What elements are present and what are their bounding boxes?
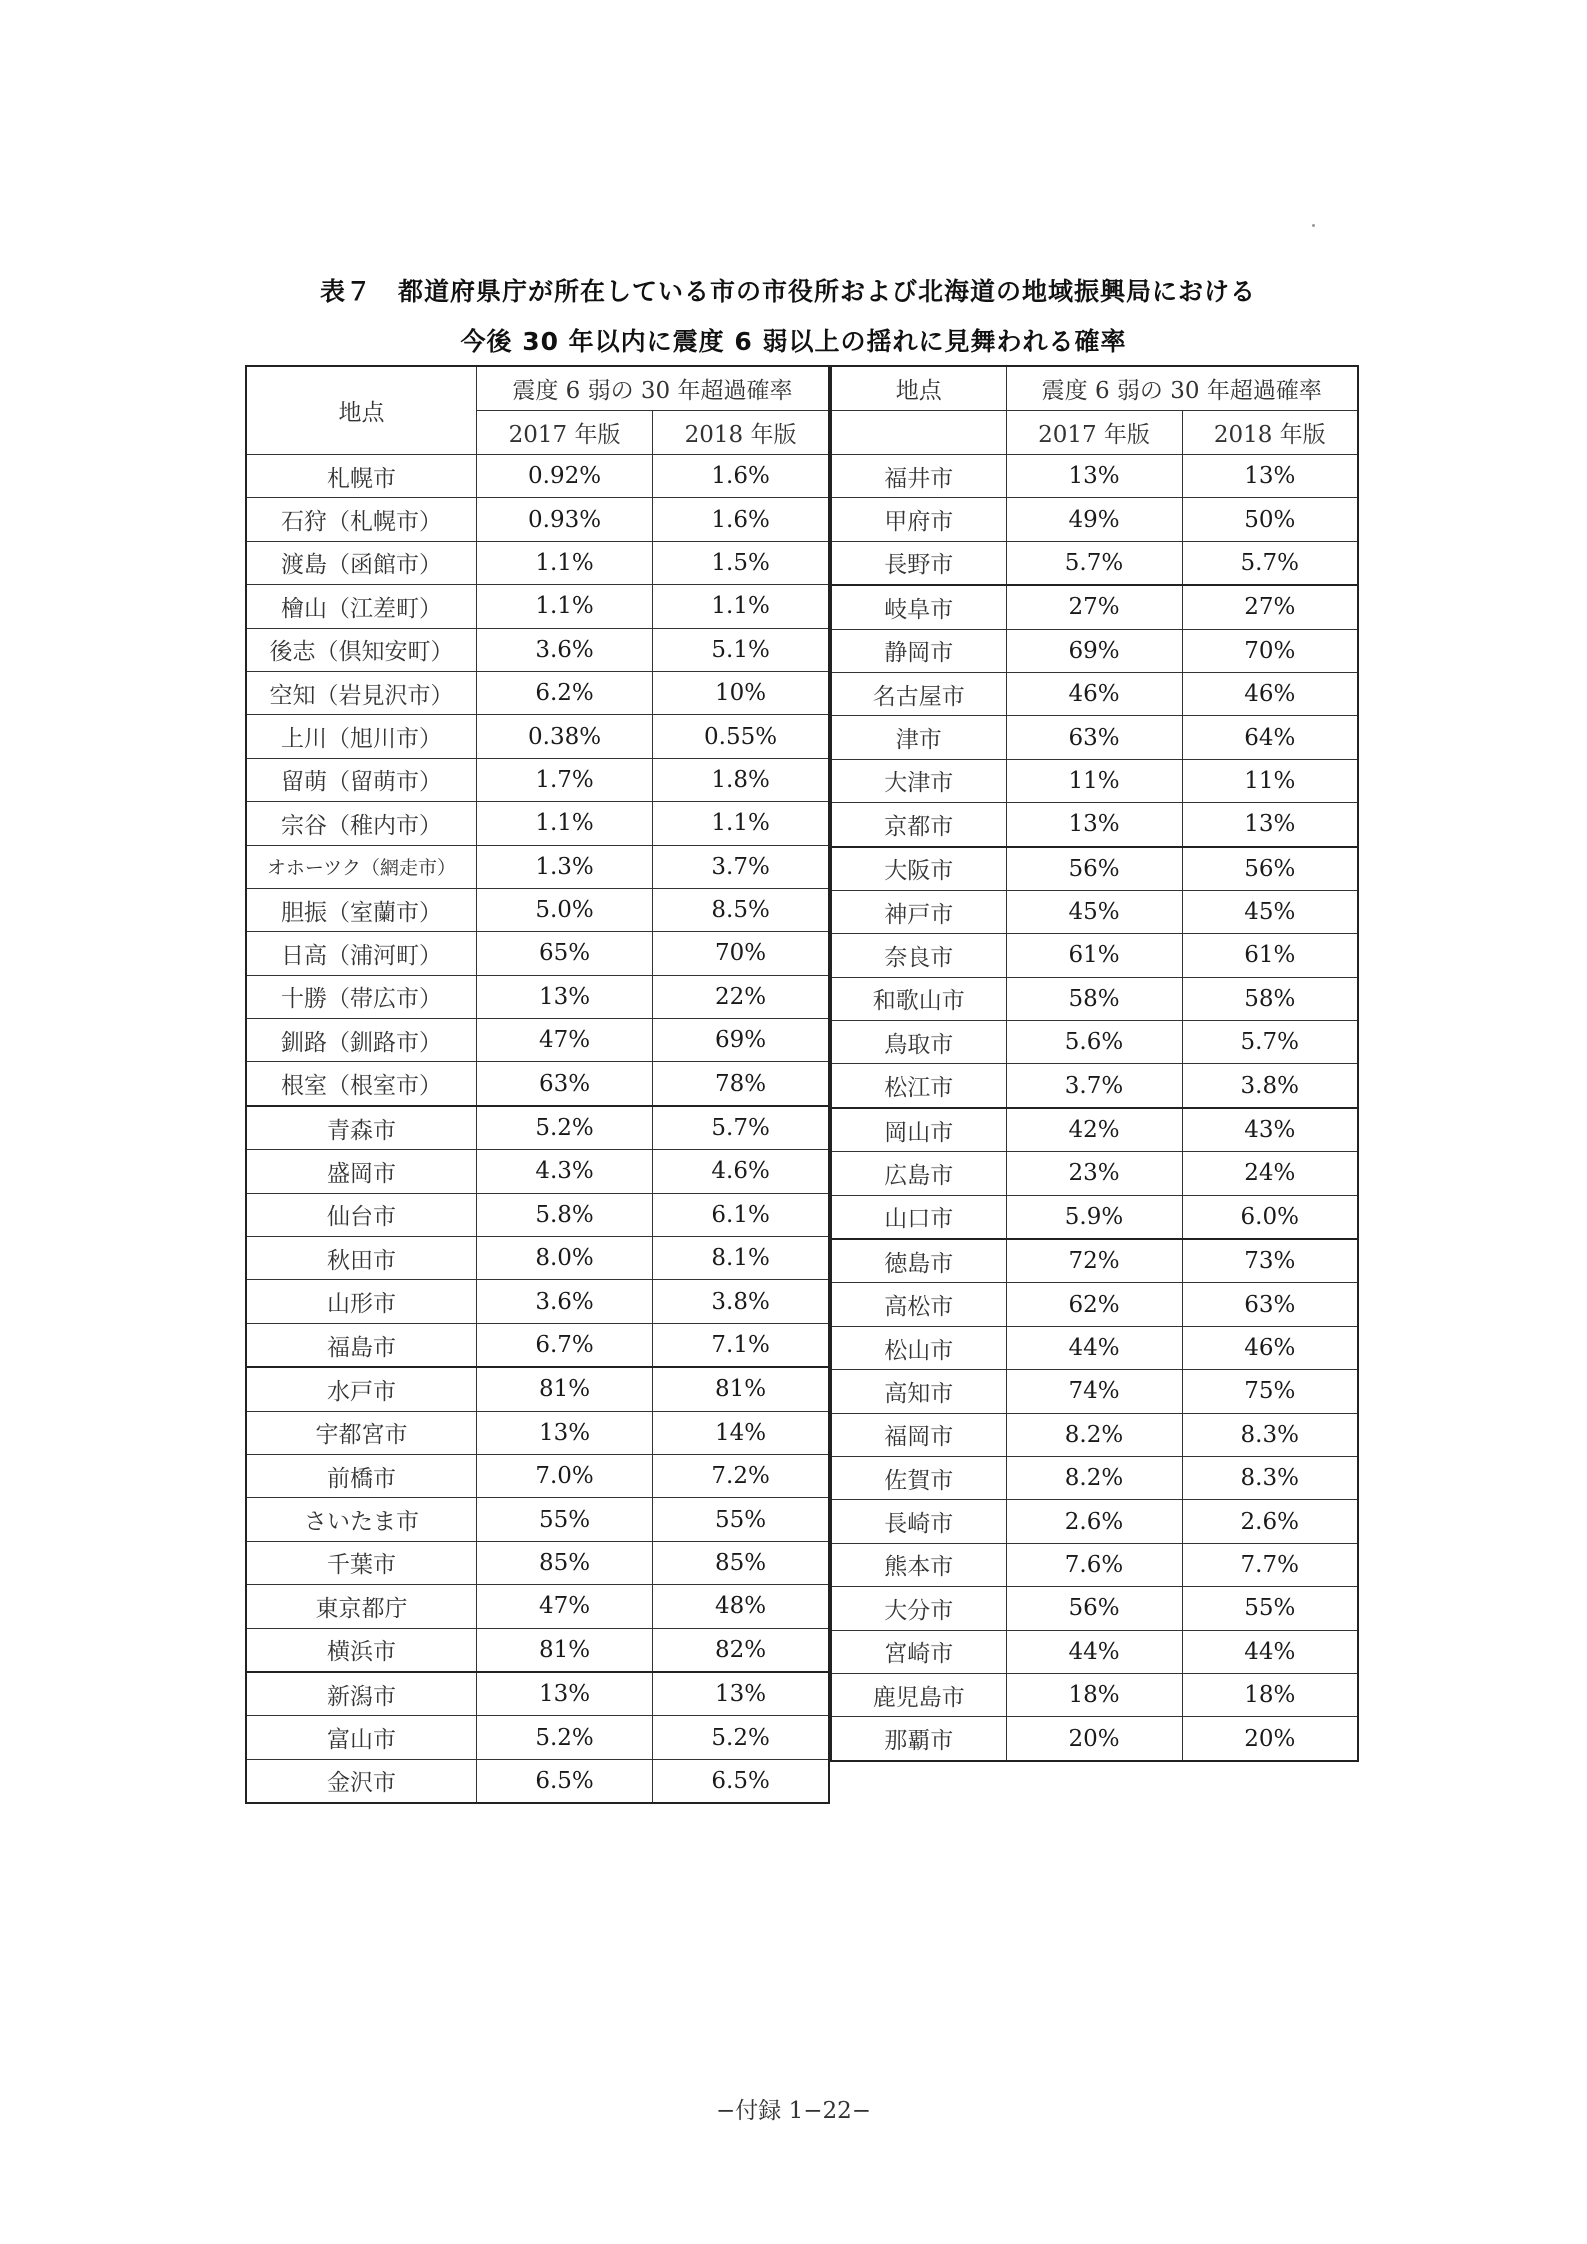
value-2018-cell: 63% (1182, 1283, 1358, 1326)
value-2017-cell: 47% (476, 1019, 652, 1062)
table-row (831, 498, 1358, 541)
table-row (246, 975, 829, 1018)
value-2018-cell: 56% (1182, 847, 1358, 891)
location-cell: 渡島（函館市） (246, 541, 476, 584)
value-2018-cell: 70% (1182, 629, 1358, 672)
location-cell: 京都市 (831, 803, 1006, 847)
value-2018-cell: 43% (1182, 1108, 1358, 1152)
value-2017-cell: 3.7% (1006, 1064, 1182, 1108)
location-cell: 上川（旭川市） (246, 715, 476, 758)
value-2018-cell: 46% (1182, 1326, 1358, 1369)
location-cell: 山口市 (831, 1195, 1006, 1239)
value-2017-cell: 62% (1006, 1283, 1182, 1326)
location-cell: さいたま市 (246, 1498, 476, 1541)
table-row (246, 1498, 829, 1541)
scan-speck (1312, 224, 1315, 227)
location-cell: 十勝（帯広市） (246, 975, 476, 1018)
location-cell: 留萌（留萌市） (246, 758, 476, 801)
location-cell: 青森市 (246, 1106, 476, 1150)
value-2017-cell: 0.38% (476, 715, 652, 758)
value-2018-cell: 50% (1182, 498, 1358, 541)
value-2017-cell: 55% (476, 1498, 652, 1541)
location-cell: 釧路（釧路市） (246, 1019, 476, 1062)
value-2018-cell: 4.6% (653, 1150, 829, 1193)
left-table-body (246, 455, 829, 1804)
table-row (831, 1108, 1358, 1152)
location-cell: 広島市 (831, 1152, 1006, 1195)
value-2018-cell: 8.3% (1182, 1456, 1358, 1499)
value-2017-cell: 5.2% (476, 1106, 652, 1150)
value-2017-cell: 44% (1006, 1630, 1182, 1673)
location-cell: 神戸市 (831, 890, 1006, 933)
value-2018-cell: 8.5% (653, 888, 829, 931)
value-2018-cell: 5.1% (653, 628, 829, 671)
value-2017-cell: 1.1% (476, 802, 652, 845)
location-cell: 奈良市 (831, 934, 1006, 977)
year-2017-header: 2017 年版 (1006, 411, 1182, 455)
table-row (246, 1628, 829, 1672)
probability-table-right (830, 365, 1359, 1762)
value-2017-cell: 74% (1006, 1370, 1182, 1413)
value-2018-cell: 27% (1182, 585, 1358, 629)
value-2018-cell: 5.7% (653, 1106, 829, 1150)
location-cell: 甲府市 (831, 498, 1006, 541)
value-2017-cell: 3.6% (476, 1280, 652, 1323)
value-2018-cell: 0.55% (653, 715, 829, 758)
value-2018-cell: 45% (1182, 890, 1358, 933)
value-2017-cell: 46% (1006, 672, 1182, 715)
location-cell: 横浜市 (246, 1628, 476, 1672)
location-cell: 空知（岩見沢市） (246, 671, 476, 714)
table-row (831, 1239, 1358, 1283)
location-cell: 岐阜市 (831, 585, 1006, 629)
location-cell: 宗谷（稚内市） (246, 802, 476, 845)
value-2017-cell: 44% (1006, 1326, 1182, 1369)
value-2017-cell: 13% (476, 975, 652, 1018)
probability-group-header: 震度 6 弱の 30 年超過確率 (1006, 366, 1358, 411)
value-2017-cell: 0.92% (476, 455, 652, 498)
value-2018-cell: 18% (1182, 1673, 1358, 1716)
value-2017-cell: 58% (1006, 977, 1182, 1020)
table-row (246, 671, 829, 714)
value-2018-cell: 2.6% (1182, 1500, 1358, 1543)
location-cell: 佐賀市 (831, 1456, 1006, 1499)
table-row (831, 1500, 1358, 1543)
value-2017-cell: 27% (1006, 585, 1182, 629)
value-2017-cell: 7.6% (1006, 1543, 1182, 1586)
value-2017-cell: 13% (1006, 455, 1182, 498)
table-row (831, 1021, 1358, 1064)
location-cell: 福井市 (831, 455, 1006, 498)
value-2018-cell: 13% (1182, 455, 1358, 498)
value-2018-cell: 55% (1182, 1587, 1358, 1630)
location-cell: 日高（浦河町） (246, 932, 476, 975)
value-2018-cell: 6.5% (653, 1759, 829, 1803)
value-2017-cell: 6.5% (476, 1759, 652, 1803)
location-cell: 水戸市 (246, 1367, 476, 1411)
value-2018-cell: 24% (1182, 1152, 1358, 1195)
value-2017-cell: 63% (1006, 716, 1182, 759)
table-row (831, 1543, 1358, 1586)
table-row (246, 1716, 829, 1759)
value-2018-cell: 5.7% (1182, 1021, 1358, 1064)
value-2018-cell: 6.0% (1182, 1195, 1358, 1239)
table-row (831, 934, 1358, 977)
value-2017-cell: 6.2% (476, 671, 652, 714)
right-table-body (831, 455, 1358, 1761)
location-cell: 檜山（江差町） (246, 585, 476, 628)
value-2018-cell: 1.5% (653, 541, 829, 584)
value-2018-cell: 3.7% (653, 845, 829, 888)
value-2018-cell: 44% (1182, 1630, 1358, 1673)
page-number-footer: −付録 1−22− (715, 2098, 872, 2124)
value-2017-cell: 5.6% (1006, 1021, 1182, 1064)
location-cell: 高知市 (831, 1370, 1006, 1413)
value-2017-cell: 4.3% (476, 1150, 652, 1193)
table-row (831, 1630, 1358, 1673)
location-cell: 熊本市 (831, 1543, 1006, 1586)
table-row (246, 1237, 829, 1280)
value-2017-cell: 13% (476, 1411, 652, 1454)
value-2017-cell: 6.7% (476, 1323, 652, 1367)
location-header-blank (831, 411, 1006, 455)
table-row (246, 1541, 829, 1584)
value-2017-cell: 8.0% (476, 1237, 652, 1280)
table-row (246, 1150, 829, 1193)
table-title-line-1: 表７ 都道府県庁が所在している市の市役所および北海道の地域振興局における (320, 277, 1257, 306)
value-2017-cell: 1.7% (476, 758, 652, 801)
value-2017-cell: 56% (1006, 847, 1182, 891)
location-cell: 岡山市 (831, 1108, 1006, 1152)
value-2017-cell: 61% (1006, 934, 1182, 977)
table-row (831, 541, 1358, 585)
table-row (831, 1413, 1358, 1456)
value-2018-cell: 22% (653, 975, 829, 1018)
location-cell: 宮崎市 (831, 1630, 1006, 1673)
value-2017-cell: 65% (476, 932, 652, 975)
value-2017-cell: 5.7% (1006, 541, 1182, 585)
table-row (246, 628, 829, 671)
value-2018-cell: 6.1% (653, 1193, 829, 1236)
location-cell: 大分市 (831, 1587, 1006, 1630)
table-row (831, 1326, 1358, 1369)
table-row (831, 585, 1358, 629)
value-2017-cell: 69% (1006, 629, 1182, 672)
value-2017-cell: 56% (1006, 1587, 1182, 1630)
table-row (246, 1759, 829, 1803)
value-2018-cell: 14% (653, 1411, 829, 1454)
value-2018-cell: 58% (1182, 977, 1358, 1020)
value-2018-cell: 5.7% (1182, 541, 1358, 585)
location-cell: 那覇市 (831, 1717, 1006, 1761)
table-row (246, 1672, 829, 1716)
value-2017-cell: 3.6% (476, 628, 652, 671)
location-cell: 徳島市 (831, 1239, 1006, 1283)
table-row (246, 1585, 829, 1628)
value-2018-cell: 7.1% (653, 1323, 829, 1367)
value-2018-cell: 11% (1182, 759, 1358, 802)
value-2018-cell: 13% (1182, 803, 1358, 847)
value-2018-cell: 55% (653, 1498, 829, 1541)
value-2017-cell: 7.0% (476, 1454, 652, 1497)
year-2017-header: 2017 年版 (476, 411, 652, 455)
value-2018-cell: 81% (653, 1367, 829, 1411)
value-2017-cell: 5.2% (476, 1716, 652, 1759)
table-title-line-2: 今後 30 年以内に震度 6 弱以上の揺れに見舞われる確率 (460, 327, 1127, 356)
value-2018-cell: 85% (653, 1541, 829, 1584)
value-2017-cell: 5.0% (476, 888, 652, 931)
value-2018-cell: 3.8% (1182, 1064, 1358, 1108)
value-2017-cell: 47% (476, 1585, 652, 1628)
location-cell: 鳥取市 (831, 1021, 1006, 1064)
table-row (246, 715, 829, 758)
value-2018-cell: 8.1% (653, 1237, 829, 1280)
location-header: 地点 (831, 366, 1006, 411)
table-row (246, 1280, 829, 1323)
value-2017-cell: 1.3% (476, 845, 652, 888)
table-row (246, 541, 829, 584)
location-cell: 高松市 (831, 1283, 1006, 1326)
location-cell: 秋田市 (246, 1237, 476, 1280)
location-cell: 宇都宮市 (246, 1411, 476, 1454)
location-cell: 福島市 (246, 1323, 476, 1367)
location-cell: 胆振（室蘭市） (246, 888, 476, 931)
location-cell: 福岡市 (831, 1413, 1006, 1456)
value-2017-cell: 1.1% (476, 541, 652, 584)
location-cell: 静岡市 (831, 629, 1006, 672)
location-cell: 和歌山市 (831, 977, 1006, 1020)
value-2017-cell: 49% (1006, 498, 1182, 541)
table-row (831, 1673, 1358, 1716)
location-header: 地点 (246, 366, 476, 455)
table-row (831, 1283, 1358, 1326)
table-row (246, 888, 829, 931)
value-2018-cell: 1.6% (653, 498, 829, 541)
table-row (831, 1456, 1358, 1499)
probability-table-left (245, 365, 830, 1804)
location-cell: 鹿児島市 (831, 1673, 1006, 1716)
value-2018-cell: 1.1% (653, 802, 829, 845)
location-cell: 札幌市 (246, 455, 476, 498)
value-2017-cell: 85% (476, 1541, 652, 1584)
value-2018-cell: 10% (653, 671, 829, 714)
table-row (831, 890, 1358, 933)
location-cell: 山形市 (246, 1280, 476, 1323)
value-2018-cell: 3.8% (653, 1280, 829, 1323)
table-row (831, 629, 1358, 672)
value-2017-cell: 23% (1006, 1152, 1182, 1195)
location-cell: 津市 (831, 716, 1006, 759)
location-cell: 千葉市 (246, 1541, 476, 1584)
value-2017-cell: 13% (476, 1672, 652, 1716)
table-row (246, 1367, 829, 1411)
value-2017-cell: 13% (1006, 803, 1182, 847)
location-cell: 仙台市 (246, 1193, 476, 1236)
value-2017-cell: 5.9% (1006, 1195, 1182, 1239)
probability-group-header: 震度 6 弱の 30 年超過確率 (476, 366, 829, 411)
table-row (246, 1106, 829, 1150)
location-cell: 富山市 (246, 1716, 476, 1759)
value-2017-cell: 42% (1006, 1108, 1182, 1152)
value-2017-cell: 2.6% (1006, 1500, 1182, 1543)
location-cell: 大阪市 (831, 847, 1006, 891)
value-2018-cell: 69% (653, 1019, 829, 1062)
value-2018-cell: 5.2% (653, 1716, 829, 1759)
table-row (246, 845, 829, 888)
table-row (831, 1370, 1358, 1413)
table-row (246, 1411, 829, 1454)
table-row (246, 1323, 829, 1367)
value-2018-cell: 70% (653, 932, 829, 975)
value-2018-cell: 78% (653, 1062, 829, 1106)
table-row (831, 1064, 1358, 1108)
year-2018-header: 2018 年版 (1182, 411, 1358, 455)
value-2017-cell: 8.2% (1006, 1456, 1182, 1499)
location-cell: 金沢市 (246, 1759, 476, 1803)
value-2017-cell: 20% (1006, 1717, 1182, 1761)
value-2018-cell: 82% (653, 1628, 829, 1672)
value-2018-cell: 7.2% (653, 1454, 829, 1497)
table-row (831, 759, 1358, 802)
value-2017-cell: 1.1% (476, 585, 652, 628)
location-cell: 根室（根室市） (246, 1062, 476, 1106)
location-cell: 長野市 (831, 541, 1006, 585)
table-row (246, 1193, 829, 1236)
value-2018-cell: 20% (1182, 1717, 1358, 1761)
location-cell: 松江市 (831, 1064, 1006, 1108)
table-row (831, 803, 1358, 847)
year-2018-header: 2018 年版 (653, 411, 829, 455)
value-2017-cell: 63% (476, 1062, 652, 1106)
value-2018-cell: 1.8% (653, 758, 829, 801)
table-row (246, 455, 829, 498)
value-2018-cell: 73% (1182, 1239, 1358, 1283)
value-2018-cell: 75% (1182, 1370, 1358, 1413)
value-2017-cell: 81% (476, 1628, 652, 1672)
location-cell: 大津市 (831, 759, 1006, 802)
table-row (831, 847, 1358, 891)
table-row (246, 932, 829, 975)
value-2018-cell: 1.1% (653, 585, 829, 628)
location-cell: 盛岡市 (246, 1150, 476, 1193)
table-row (246, 1019, 829, 1062)
value-2017-cell: 5.8% (476, 1193, 652, 1236)
location-cell: 前橋市 (246, 1454, 476, 1497)
value-2017-cell: 81% (476, 1367, 652, 1411)
location-cell: オホーツク（網走市） (246, 845, 476, 888)
location-cell: 東京都庁 (246, 1585, 476, 1628)
table-row (831, 455, 1358, 498)
value-2018-cell: 61% (1182, 934, 1358, 977)
location-cell: 名古屋市 (831, 672, 1006, 715)
value-2018-cell: 48% (653, 1585, 829, 1628)
value-2018-cell: 13% (653, 1672, 829, 1716)
table-row (246, 758, 829, 801)
table-row (831, 1195, 1358, 1239)
table-row (831, 1152, 1358, 1195)
table-row (831, 716, 1358, 759)
value-2017-cell: 8.2% (1006, 1413, 1182, 1456)
location-cell: 新潟市 (246, 1672, 476, 1716)
table-row (246, 1062, 829, 1106)
location-cell: 長崎市 (831, 1500, 1006, 1543)
value-2017-cell: 45% (1006, 890, 1182, 933)
value-2018-cell: 7.7% (1182, 1543, 1358, 1586)
location-cell: 後志（倶知安町） (246, 628, 476, 671)
value-2017-cell: 11% (1006, 759, 1182, 802)
table-row (246, 498, 829, 541)
table-row (831, 1717, 1358, 1761)
value-2018-cell: 46% (1182, 672, 1358, 715)
value-2018-cell: 64% (1182, 716, 1358, 759)
value-2018-cell: 1.6% (653, 455, 829, 498)
table-row (246, 1454, 829, 1497)
table-row (831, 672, 1358, 715)
table-row (246, 585, 829, 628)
value-2017-cell: 72% (1006, 1239, 1182, 1283)
table-row (831, 977, 1358, 1020)
table-row (246, 802, 829, 845)
table-row (831, 1587, 1358, 1630)
value-2017-cell: 18% (1006, 1673, 1182, 1716)
value-2018-cell: 8.3% (1182, 1413, 1358, 1456)
location-cell: 石狩（札幌市） (246, 498, 476, 541)
value-2017-cell: 0.93% (476, 498, 652, 541)
location-cell: 松山市 (831, 1326, 1006, 1369)
